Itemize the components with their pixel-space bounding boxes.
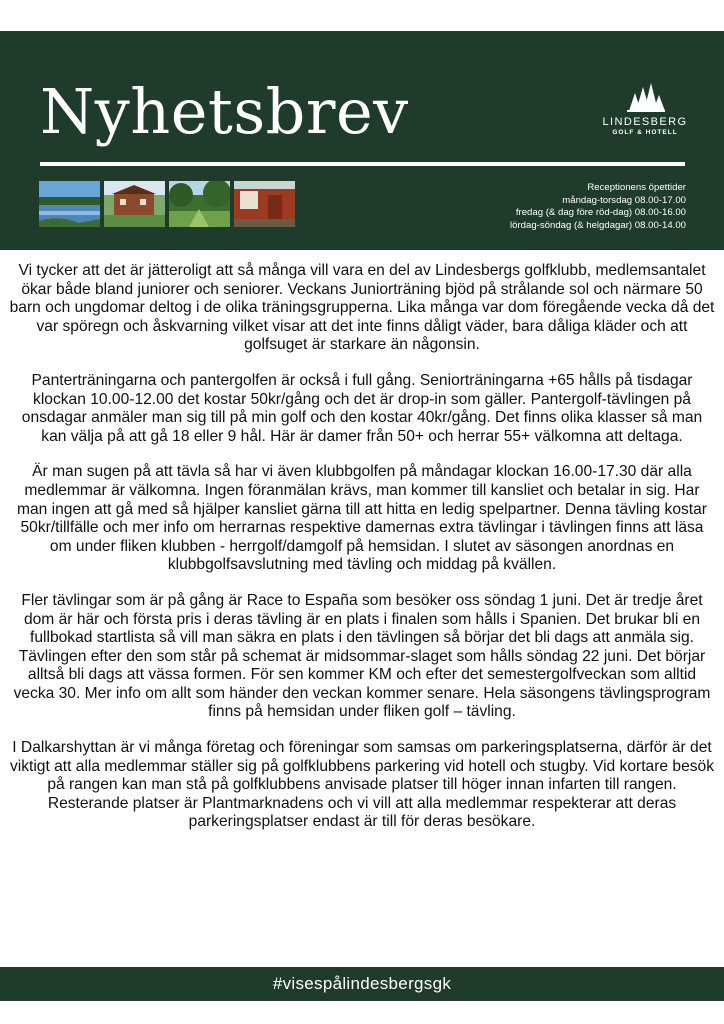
page-title: Nyhetsbrev (40, 75, 409, 148)
reception-line: fredag (& dag före röd-dag) 08.00-16.00 (515, 207, 686, 219)
cabin-photo[interactable] (234, 181, 295, 227)
logo-subtitle: GOLF & HOTELL (612, 129, 678, 136)
footer-bar (0, 967, 724, 1001)
club-logo[interactable] (595, 81, 695, 136)
tree-icon (623, 81, 667, 113)
photo-strip (39, 181, 297, 227)
newsletter-body (8, 262, 716, 849)
garden-photo[interactable] (169, 181, 230, 227)
reception-line: måndag-torsdag 08.00-17.00 (562, 194, 686, 206)
logo-name: LINDESBERG (602, 116, 688, 128)
header-divider (40, 162, 685, 166)
paragraph-parking: I Dalkarshyttan är vi många företag och föreningar som samsas om parkeringsplatserna, därför är det viktigt att alla medlemmar ställer sig på golfklubbens parkering vid hotell och stugby. Vid kortare besök på rangen kan man stå på golfklubbens anvisade platser till höger innan infarten till rangen. Resterande platser är Plantmarknadens och vi vill att alla medlemmar respekterar att deras parkeringsplatser endast är till för deras besökare. (9, 739, 715, 831)
reception-hours (510, 182, 686, 232)
building-photo[interactable] (104, 181, 165, 227)
newsletter-header (0, 31, 724, 250)
footer-hashtag[interactable]: #visespålindesbergsgk (272, 974, 452, 993)
lake-photo[interactable] (39, 181, 100, 227)
paragraph-junior-training: Vi tycker att det är jätteroligt att så många vill vara en del av Lindesbergs golfklubb, medlemsantalet ökar både bland juniorer och seniorer. Veckans Juniorträning bjöd på strålande sol och närmare 50 barn och ungdomar deltog i de olika träningsgrupperna. Lika många var dom föregående vecka då det var spöregn och åskvarning vilket visar att det inte finns dåligt väder, bara dåliga kläder och att golfsuget är starkare än någonsin. (9, 262, 715, 354)
paragraph-klubbgolf: Är man sugen på att tävla så har vi även klubbgolfen på måndagar klockan 16.00-17.30 där alla medlemmar är välkomna. Ingen föranmälan krävs, man kommer till kansliet och betalar in sig. Har man ingen att gå med så hjälper kansliet gärna till att hitta en ledig spelpartner. Denna tävling kostar 50kr/tillfälle och mer info om herrarnas respektive damernas extra tävlingar i tävlingen finns att läsa om under fliken klubben - herrgolf/damgolf på hemsidan. I slutet av säsongen anordnas en klubbgolfsavslutning med tävling och middag på kvällen. (16, 463, 707, 574)
paragraph-pantergolf: Panterträningarna och pantergolfen är också i full gång. Seniorträningarna +65 hålls på tisdagar klockan 10.00-12.00 det kostar 50kr/gång och det är drop-in som gäller. Pantergolf-tävlingen på onsdagar anmäler man sig till på min golf och den kostar 40kr/gång. Det finns olika klasser så man kan välja på att gå 18 eller 9 hål. Här är damer från 50+ och herrar 55+ välkomna att deltaga. (21, 371, 703, 445)
reception-heading: Receptionens öpettider (587, 182, 686, 193)
paragraph-competitions: Fler tävlingar som är på gång är Race to España som besöker oss söndag 1 juni. Det är tredje året dom är här och första pris i deras tävling är en plats i finalen som hålls i Spanien. Det brukar bli en fullbokad startlista så vill man säkra en plats i den tävlingen så börjar det bli dags att anmäla sig. Tävlingen efter den som står på schemat är midsommar-slaget som hålls söndag 22 juni. Det börjar alltså bli dags att vässa formen. För sen kommer KM och efter det semestergolfveckan som alltid vecka 30. Mer info om allt som händer den veckan kommer senare. Hela säsongens tävlingsprogram finns på hemsidan under fliken golf – tävling. (13, 591, 711, 721)
reception-line: lördag-söndag (& helgdagar) 08.00-14.00 (509, 219, 686, 231)
